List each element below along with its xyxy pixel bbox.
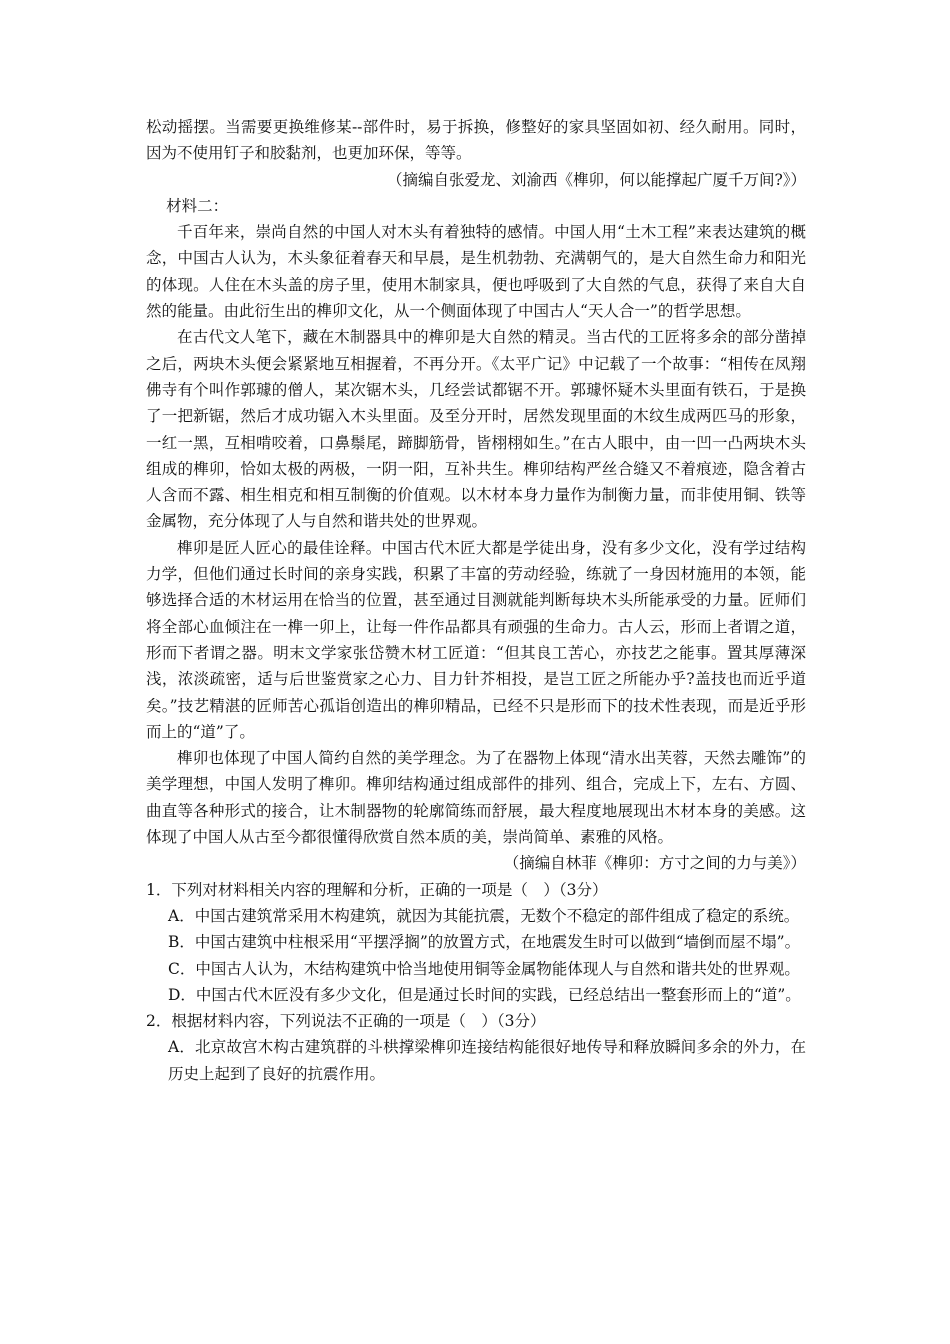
question-1 bbox=[146, 877, 806, 1008]
paragraph: 榫卯也体现了中国人简约自然的美学理念。为了在器物上体现“清水出芙蓉，天然去雕饰”的美学理想，中国人发明了榫卯。榫卯结构通过组成部件的排列、组合，完成上下，左右、方圆、曲直等各种形式的接合，让木制器物的轮廓简练而舒展，最大程度地展现出木材本身的美感。这体现了中国人从古至今都很懂得欣赏自然本质的美，崇尚简单、素雅的风格。 bbox=[146, 749, 806, 847]
question-1-option-b: B．中国古建筑中柱根采用“平摆浮搁”的放置方式，在地震发生时可以做到“墙倒而屋不塌”。 bbox=[168, 933, 801, 952]
paragraph: 榫卯是匠人匠心的最佳诠释。中国古代木匠大都是学徒出身，没有多少文化，没有学过结构力学，但他们通过长时间的亲身实践，积累了丰富的劳动经验，练就了一身因材施用的本领，能够选择合适的木材运用在恰当的位置，甚至通过目测就能判断每块木头所能承受的力量。匠师们将全部心血倾注在一榫一卯上，让每一件作品都具有顽强的生命力。古人云，形而上者谓之道，形而下者谓之器。明末文学家张岱赞木材工匠道：“但其良工苦心，亦技艺之能事。置其厚薄深浅，浓淡疏密，适与后世鉴赏家之心力、目力针芥相投，是岂工匠之所能办乎?盖技也而近乎道矣。”技艺精湛的匠师苦心孤诣创造出的榫卯精品，已经不只是形而下的技术性表现，而是近乎形而上的“道”了。 bbox=[146, 538, 806, 741]
question-2-stem: 2．根据材料内容，下列说法不正确的一项是（ ）（3分） bbox=[146, 1012, 546, 1031]
question-1-option-c: C．中国古人认为，木结构建筑中恰当地使用铜等金属物能体现人与自然和谐共处的世界观。 bbox=[168, 959, 800, 978]
paragraph: 千百年来，崇尚自然的中国人对木头有着独特的感情。中国人用“土木工程”来表达建筑的概念，中国古人认为，木头象征着春天和早晨，是生机勃勃、充满朝气的，是大自然生命力和阳光的体现。人住在木头盖的房子里，使用木制家具，便也呼吸到了大自然的气息，获得了来自大自然的能量。由此衍生出的榫卯文化，从一个侧面体现了中国古人“天人合一”的哲学思想。 bbox=[146, 223, 806, 321]
material1-tail: 松动摇摆。当需要更换维修某--部件时，易于拆换，修整好的家具坚固如初、经久耐用。同时，因为不使用钉子和胶黏剂，也更加环保，等等。 bbox=[146, 118, 806, 163]
exam-page bbox=[146, 114, 806, 1087]
question-1-option-d: D．中国古代木匠没有多少文化，但是通过长时间的实践，已经总结出一整套形而上的“道”。 bbox=[168, 985, 801, 1004]
question-2 bbox=[146, 1008, 806, 1087]
question-1-option-a: A．中国古建筑常采用木构建筑，就因为其能抗震，无数个不稳定的部件组成了稳定的系统。 bbox=[168, 906, 800, 925]
question-1-stem: 1．下列对材料相关内容的理解和分析，正确的一项是（ ）（3分） bbox=[146, 880, 608, 899]
source-citation-1: （摘编自张爱龙、刘渝西《榫卯，何以能撑起广厦千万间?》） bbox=[386, 170, 806, 189]
paragraph: 在古代文人笔下，藏在木制器具中的榫卯是大自然的精灵。当古代的工匠将多余的部分凿掉之后，两块木头便会紧紧地互相握着，不再分开。《太平广记》中记载了一个故事：“相传在凤翔佛寺有个叫作郭璩的僧人，某次锯木头，几经尝试都锯不开。郭璩怀疑木头里面有铁石，于是换了一把新锯，然后才成功锯入木头里面。及至分开时，居然发现里面的木纹生成两匹马的形象，一红一黑，互相啃咬着，口鼻鬃尾，蹄脚筋骨，皆栩栩如生。”在古人眼中，由一凹一凸两块木头组成的榫卯，恰如太极的两极，一阴一阳，互补共生。榫卯结构严丝合缝又不着痕迹，隐含着古人含而不露、相生相克和相互制衡的价值观。以木材本身力量作为制衡力量，而非使用铜、铁等金属物，充分体现了人与自然和谐共处的世界观。 bbox=[146, 328, 806, 531]
question-2-option-a: A．北京故宫木构古建筑群的斗栱撑梁榫卯连接结构能很好地传导和释放瞬间多余的外力，在历史上起到了良好的抗震作用。 bbox=[168, 1038, 806, 1083]
material2-label: 材料二： bbox=[166, 196, 229, 215]
source-citation-2: （摘编自林菲《榫卯：方寸之间的力与美》） bbox=[503, 854, 806, 873]
